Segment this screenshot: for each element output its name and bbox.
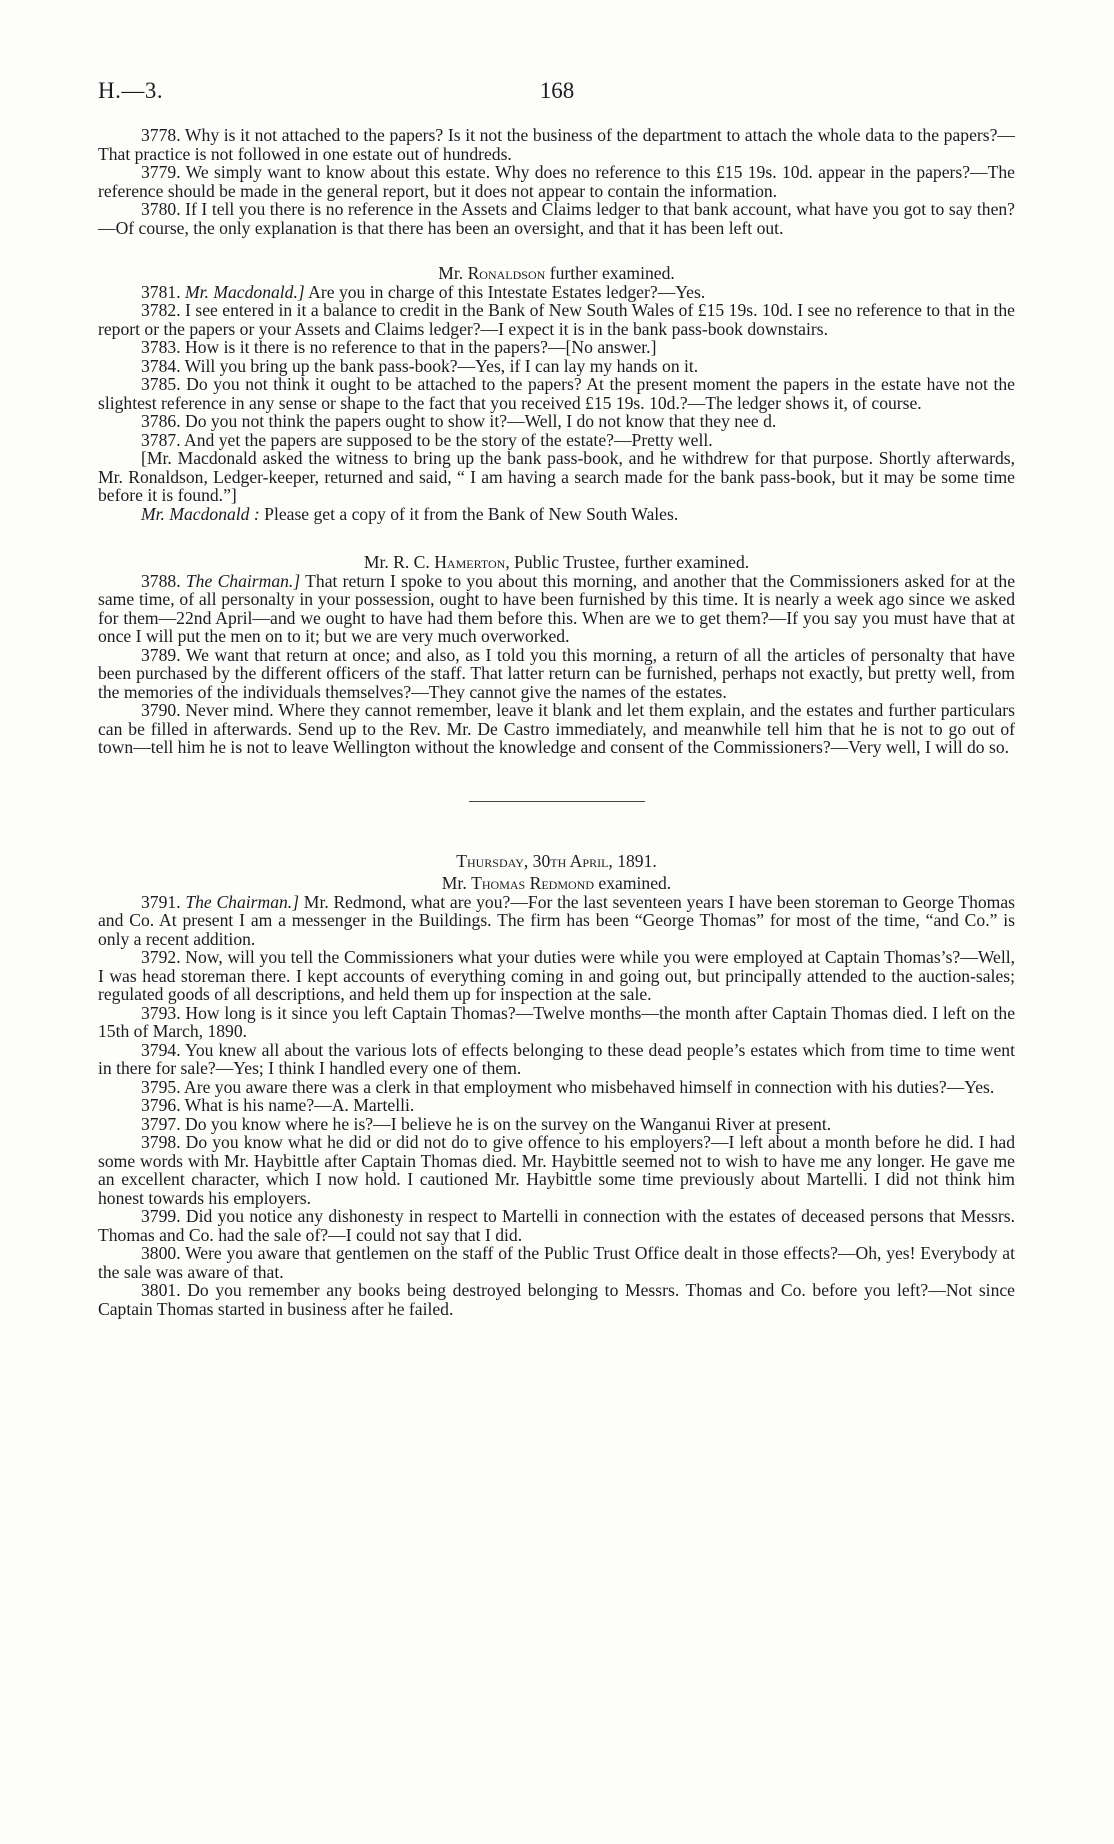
heading-prefix: Mr. R. C.	[363, 552, 430, 572]
question-3789: 3789. We want that return at once; and also, as I told you this morning, a return of all the articles of personalty that have been purchased by the different officers of the staff. That latter return can be furnished, perhaps not exactly, but pretty well, from the memories of the individuals themselves?—They cannot give the names of the estates.	[98, 644, 1015, 702]
question-3800: 3800. Were you aware that gentlemen on the staff of the Public Trust Office dealt in those effects?—Oh, yes! Everybody at the sale was aware of that.	[98, 1243, 1015, 1282]
witness-name: Hamerton	[434, 552, 506, 572]
page-number: 168	[539, 78, 575, 103]
question-text: Are you in charge of this Intestate Estates ledger?—Yes.	[308, 281, 706, 302]
spacer	[98, 237, 1015, 264]
question-3785: 3785. Do you not think it ought to be attached to the papers? At the present moment the papers in the estate have not the slightest reference in any sense or shape to the fact that you received £15 19s. 10d.?—The ledger shows it, of course.	[98, 374, 1015, 413]
question-3778: 3778. Why is it not attached to the papers? Is it not the business of the department to attach the whole data to the papers?—That practice is not followed in one estate out of hundreds.	[98, 125, 1015, 164]
section-heading-hamerton	[98, 553, 1015, 572]
remark-text: Please get a copy of it from the Bank of New South Wales.	[264, 503, 679, 524]
question-3791	[98, 893, 1015, 949]
question-3799: 3799. Did you notice any dishonesty in respect to Martelli in connection with the estates of deceased persons that Messrs. Thomas and Co. had the sale of?—I could not say that I did.	[98, 1206, 1015, 1245]
question-3794: 3794. You knew all about the various lots of effects belonging to these dead people’s estates which from time to time went in there for sale?—Yes; I think I handled every one of them.	[98, 1039, 1015, 1078]
question-text: That return I spoke to you about this morning, and another that the Commissioners asked for at the same time, of all personalty in your possession, ought to have been furnished by this time. It is nearly a week ago since we asked for them—22nd April—and we ought to have had them before this. When are we to get them?—If you say you must have that at once I will put the men on to it; but we are very much overworked.	[98, 570, 1015, 646]
question-number: 3788.	[141, 570, 181, 591]
question-3784: 3784. Will you bring up the bank pass-book?—Yes, if I can lay my hands on it.	[141, 355, 699, 376]
question-number: 3791.	[141, 891, 181, 912]
page-body	[98, 126, 1015, 1318]
question-3798: 3798. Do you know what he did or did not do to give offence to his employers?—I left about a month before he did. I had some words with Mr. Haybittle after Captain Thomas died. Mr. Haybittle seemed not to wish to have me any longer. He gave me an excellent character, which I now hold. I cautioned Mr. Haybittle some time previously about Martelli. I did not think him honest towards his employers.	[98, 1132, 1015, 1208]
question-3793: 3793. How long is it since you left Captain Thomas?—Twelve months—the month after Captain Thomas died. I left on the 15th of March, 1890.	[98, 1002, 1015, 1041]
question-text: Mr. Redmond, what are you?—For the last seventeen years I have been storeman to George Thomas and Co. At present I am a messenger in the Buildings. The firm has been “George Thomas” for most of the time, “and Co.” is only a recent addition.	[98, 891, 1015, 949]
spacer	[98, 757, 1015, 801]
spacer	[98, 802, 1015, 852]
question-3780: 3780. If I tell you there is no reference in the Assets and Claims ledger to that bank account, what have you got to say then?—Of course, the only explanation is that there has been an oversight, and that it has been left out.	[98, 199, 1015, 238]
question-3787: 3787. And yet the papers are supposed to be the story of the estate?—Pretty well.	[141, 429, 713, 450]
section-heading-ronaldson	[98, 264, 1015, 283]
speaker: The Chairman.]	[185, 570, 301, 591]
section-heading-redmond	[98, 874, 1015, 893]
question-3801: 3801. Do you remember any books being destroyed belonging to Messrs. Thomas and Co. before you left?—Not since Captain Thomas started in business after he failed.	[98, 1280, 1015, 1319]
heading-prefix: Mr.	[441, 873, 467, 893]
document-reference: H.—3.	[98, 78, 164, 103]
heading-suffix: further examined.	[549, 263, 675, 283]
question-3788	[98, 572, 1015, 646]
heading-suffix: examined.	[598, 873, 672, 893]
question-3779: 3779. We simply want to know about this estate. Why does no reference to this £15 19s. 10d. appear in the papers?—The reference should be made in the general report, but it does not appear to contain the information.	[98, 162, 1015, 201]
heading-prefix: Mr.	[438, 263, 464, 283]
speaker: Mr. Macdonald :	[141, 503, 260, 524]
closing-remark	[98, 505, 1015, 524]
question-3786: 3786. Do you not think the papers ought to show it?—Well, I do not know that they nee d.	[141, 411, 777, 431]
speaker: Mr. Macdonald.]	[185, 281, 305, 302]
speaker: The Chairman.]	[185, 891, 300, 912]
question-3781	[98, 283, 1015, 302]
question-3796: 3796. What is his name?—A. Martelli.	[141, 1095, 415, 1115]
witness-name: Ronaldson	[467, 263, 546, 283]
question-3792: 3792. Now, will you tell the Commissioners what your duties were while you were employed at Captain Thomas’s?—Well, I was head storeman there. I kept accounts of everything coming in and going out, but principally attended to the auction-sales; regulated goods of all descriptions, and held them up for inspection at the sale.	[98, 947, 1015, 1004]
question-3795: 3795. Are you aware there was a clerk in that employment who misbehaved himself in connection with his duties?—Yes.	[141, 1076, 995, 1097]
question-3790: 3790. Never mind. Where they cannot remember, leave it blank and let them explain, and the estates and further particulars can be filled in afterwards. Send up to the Rev. Mr. De Castro immediately, and meanwhile tell him that he is not to go out of town—tell him he is not to leave Wellington without the knowledge and consent of the Commissioners?—Very well, I will do so.	[98, 700, 1015, 757]
stage-direction: [Mr. Macdonald asked the witness to bring up the bank pass-book, and he withdrew for that purpose. Shortly afterwards, Mr. Ronaldson, Ledger-keeper, returned and said, “ I am having a search made for the bank pass-book, but it may be some time before it is found.”]	[98, 448, 1015, 505]
spacer	[98, 523, 1015, 553]
page-header	[98, 78, 1016, 108]
heading-suffix: , Public Trustee, further examined.	[505, 552, 750, 572]
witness-name: Thomas Redmond	[471, 873, 595, 893]
date-heading: Thursday, 30th April, 1891.	[456, 850, 657, 871]
question-3782: 3782. I see entered in it a balance to credit in the Bank of New South Wales of £15 19s. 10d. I see no reference to that in the report or the papers or your Assets and Claims ledger?—I expect it is in the bank pass-book downstairs.	[98, 300, 1015, 339]
question-number: 3781.	[141, 281, 181, 302]
question-3783: 3783. How is it there is no reference to that in the papers?—[No answer.]	[141, 337, 657, 357]
question-3797: 3797. Do you know where he is?—I believe he is on the survey on the Wanganui River at present.	[141, 1113, 832, 1134]
